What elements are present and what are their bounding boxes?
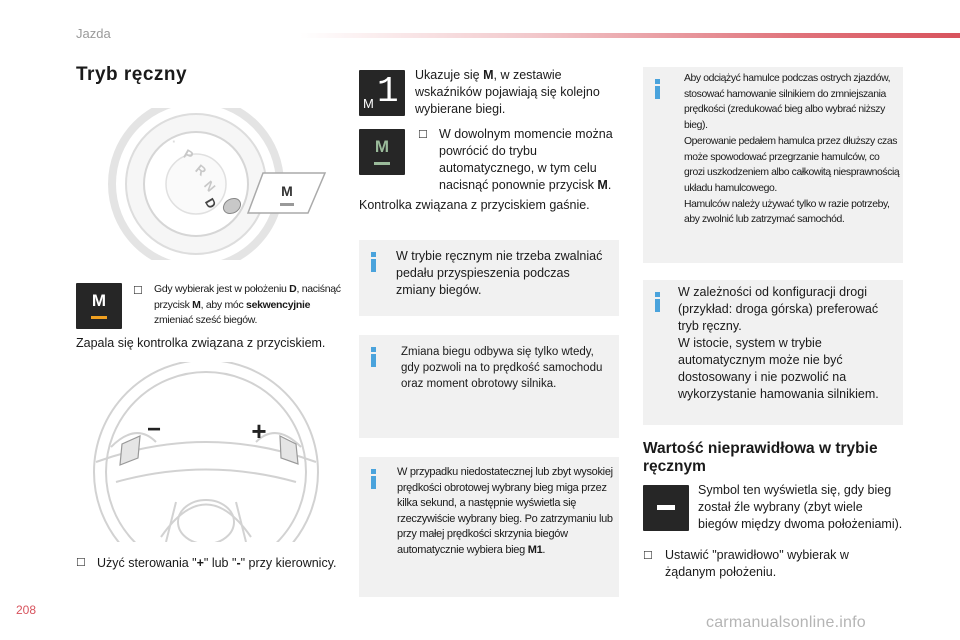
invalid-dash-icon xyxy=(643,485,689,531)
info-road-config-text: W zależności od konfiguracji drogi (przykład: droga górska) preferować tryb ręczny. W istocie, system w trybie automatycznym może nie być dostosowany i nie pozwolić na wykorzystanie hamowania silnikiem. xyxy=(678,285,879,401)
info-box-gear-change xyxy=(359,335,619,438)
gear-letter-p: P xyxy=(181,146,197,164)
info-brakes-text: Aby odciążyć hamulce podczas ostrych zjazdów, stosować hamowanie silnikiem do zmniejszania prędkości (zredukować bieg albo wybrać niższy bieg). Operowanie pedałem hamulca przez dłuższy czas może spowodować przegrzanie hamulców, co grozi uszkodzeniem albo całkowitą niesprawnością układu hamulcowego. Hamulców należy używać tylko w razie potrzeby, aby zwolnić lub zatrzymać samochód. xyxy=(684,73,900,226)
invalid-value-heading: Wartość nieprawidłowa w trybie ręcznym xyxy=(643,440,878,475)
m-green-lamp-icon xyxy=(359,129,405,175)
checkbox-bullet-icon: ☐ xyxy=(133,285,143,297)
gear-letter-n: N xyxy=(201,177,219,195)
info-icon xyxy=(371,252,376,272)
green-lamp xyxy=(374,162,390,165)
wheel-minus-label: − xyxy=(146,416,162,443)
lamp-on-text: Zapala się kontrolka związana z przyciskiem. xyxy=(76,336,326,350)
orange-lamp xyxy=(91,316,107,319)
info-engine-speed-text: W przypadku niedostatecznej lub zbyt wysokiej prędkości obrotowej wybrany bieg miga przez kilka sekund, a następnie wyświetla się rzeczywiście wybrany bieg. Po zatrzymaniu lub przy małej prędkości skrzynia biegów automatycznie wybiera bieg M1. xyxy=(397,466,613,556)
info-box-engine-speed xyxy=(359,457,619,597)
set-selector-text: Ustawić "prawidłowo" wybierak w żądanym położeniu. xyxy=(665,548,849,579)
info-icon xyxy=(655,292,660,312)
wheel-plus-label: + xyxy=(251,416,267,446)
info-icon xyxy=(371,347,376,367)
gear-selector-illustration xyxy=(76,108,338,260)
m-shown-text: Ukazuje się M, w zestawie wskaźników pojawiają się kolejno wybierane biegi. xyxy=(415,68,600,116)
info-icon xyxy=(655,79,660,99)
checkbox-bullet-icon: ☐ xyxy=(643,550,653,562)
info-gear-change-text: Zmiana biegu odbywa się tylko wtedy, gdy pozwoli na to prędkość samochodu oraz moment obrotowy silnika. xyxy=(401,346,603,390)
info-accelerator-text: W trybie ręcznym nie trzeba zwalniać pedału przyspieszenia podczas zmiany biegów. xyxy=(396,249,603,297)
page-title: Tryb ręczny xyxy=(76,64,188,85)
lamp-off-text: Kontrolka związana z przyciskiem gaśnie. xyxy=(359,198,590,212)
dash-symbol xyxy=(657,505,675,510)
info-box-road-config xyxy=(643,280,903,425)
m1-display-icon xyxy=(359,70,405,116)
info-box-brakes xyxy=(643,67,903,263)
header-gradient-bar xyxy=(300,33,960,38)
invalid-value-text: Symbol ten wyświetla się, gdy bieg został źle wybrany (zbyt wiele biegów między dwoma położeniami). xyxy=(698,483,903,531)
m-orange-lamp-icon xyxy=(76,283,122,329)
info-icon xyxy=(371,469,376,489)
m-green-icon-label: M xyxy=(374,137,390,156)
m-button-lamp xyxy=(280,203,294,206)
gear-letter-r: R xyxy=(192,161,210,179)
gear-letter-d: D xyxy=(201,195,220,212)
section-label: Jazda xyxy=(76,26,111,41)
paddle-minus-icon xyxy=(120,436,140,465)
watermark: carmanualsonline.info xyxy=(706,614,866,631)
checkbox-bullet-icon: ☐ xyxy=(76,557,86,569)
paddle-plus-icon xyxy=(280,436,298,464)
m-icon-label: M xyxy=(91,291,107,310)
steering-wheel-illustration xyxy=(76,362,338,542)
info-box-accelerator xyxy=(359,240,619,316)
m-button-label: M xyxy=(281,183,293,199)
page-number: 208 xyxy=(16,603,37,617)
return-auto-text: W dowolnym momencie można powrócić do trybu automatycznego, w tym celu nacisnąć ponownie przycisk M. xyxy=(439,127,613,192)
m1-display-digit: 1 xyxy=(377,71,399,112)
step2-text: Użyć sterowania "+" lub "-" przy kierownicy. xyxy=(97,556,337,570)
step1-text: Gdy wybierak jest w położeniu D, naciśnąć przycisk M, aby móc sekwencyjnie zmieniać sześć biegów. xyxy=(154,283,341,326)
m1-display-gear: M xyxy=(363,96,374,111)
checkbox-bullet-icon: ☐ xyxy=(418,129,428,141)
gear-letter-p-dot: · xyxy=(172,134,177,149)
